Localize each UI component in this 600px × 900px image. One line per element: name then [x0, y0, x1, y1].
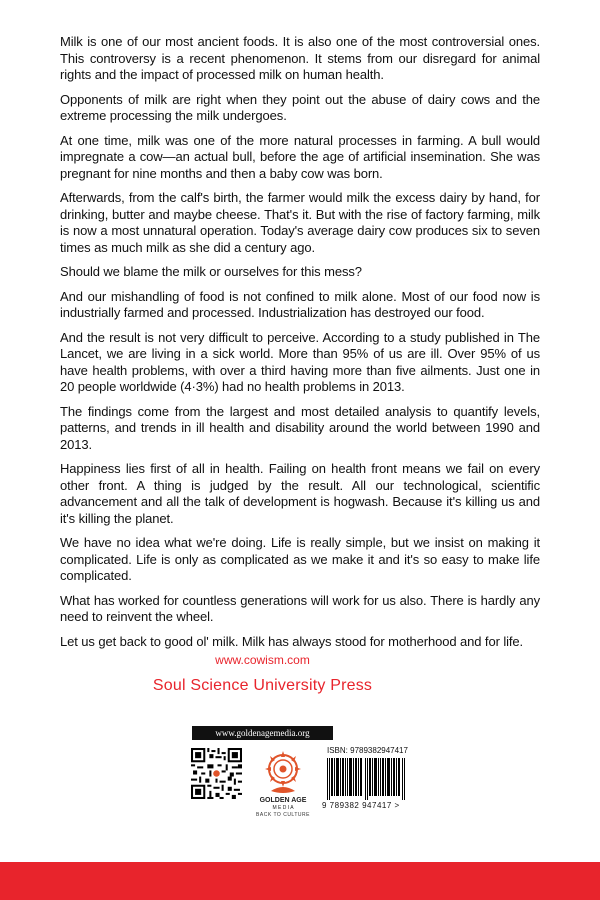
golden-age-lotus-logo-icon	[256, 747, 310, 810]
paragraph-10: We have no idea what we're doing. Life is really simple, but we insist on making it complicated. Life is only as complicated as we make it and it's so easy to make life complicated.	[60, 535, 540, 583]
paragraph-5: Should we blame the milk or ourselves for this mess?	[60, 264, 362, 279]
paragraph-11: What has worked for countless generations will work for us also. There is hardly any need to reinvent the wheel.	[60, 592, 540, 624]
isbn-label: ISBN: 9789382947417	[327, 746, 408, 755]
paragraph-12: Let us get back to good ol' milk. Milk has always stood for motherhood and for life.	[60, 633, 524, 649]
paragraph-6: And our mishandling of food is not confined to milk alone. Most of our food now is industrially farmed and processed. Industrialization has destroyed our food.	[60, 288, 540, 320]
golden-age-url: www.goldenagemedia.org	[215, 728, 310, 738]
isbn-digits: 9 789382 947417 >	[322, 801, 400, 810]
paragraph-1: Milk is one of our most ancient foods. It is also one of the most controversial ones. This controversy is a recent phenomenon. It stems from our disregard for animal rights and the impact of processed milk on human health.	[60, 34, 540, 82]
body-text	[60, 34, 540, 658]
website-link: www.cowism.com	[215, 653, 310, 667]
paragraph-7: And the result is not very difficult to perceive. According to a study published in The Lancet, we are living in a sick world. More than 95% of us are ill. Over 95% of us have health problems, with over a third having more than five ailments. Just one in 20 people worldwide (4·3%) had no health problems in 2013.	[60, 329, 540, 394]
footer-red-band	[0, 862, 600, 900]
svg-text:M E D I A: M E D I A	[272, 805, 294, 810]
paragraph-8: The findings come from the largest and most detailed analysis to quantify levels, patterns, and trends in ill health and disability around the world between 1990 and 2013.	[60, 403, 540, 452]
paragraph-3: At one time, milk was one of the more natural processes in farming. A bull would impregnate a cow—an actual bull, before the age of artificial insemination. She was pregnant for nine months and then a baby cow was born.	[60, 132, 540, 181]
golden-age-url-bar	[192, 726, 333, 740]
paragraph-4: Afterwards, from the calf's birth, the farmer would milk the excess dairy by hand, for drinking, butter and maybe cheese. That's it. But with the rise of factory farming, milk is now a most unnatural operation. Today's average dairy cow produces six to seven times as much milk as she did a century ago.	[60, 190, 540, 255]
qr-code-icon	[191, 748, 242, 799]
svg-text:GOLDEN AGE: GOLDEN AGE	[259, 797, 307, 804]
publisher-name: Soul Science University Press	[152, 677, 373, 694]
paragraph-9: Happiness lies first of all in health. Failing on health front means we fail on every other front. A thing is judged by the result. All our technological, scientific advancement and all the talk of development is hogwash. Because it's killing us and it's killing the planet.	[60, 461, 540, 526]
logo-tagline: BACK TO CULTURE	[256, 812, 310, 818]
paragraph-2: Opponents of milk are right when they point out the abuse of dairy cows and the extreme processing the milk undergoes.	[60, 91, 540, 123]
barcode-icon	[327, 758, 407, 800]
